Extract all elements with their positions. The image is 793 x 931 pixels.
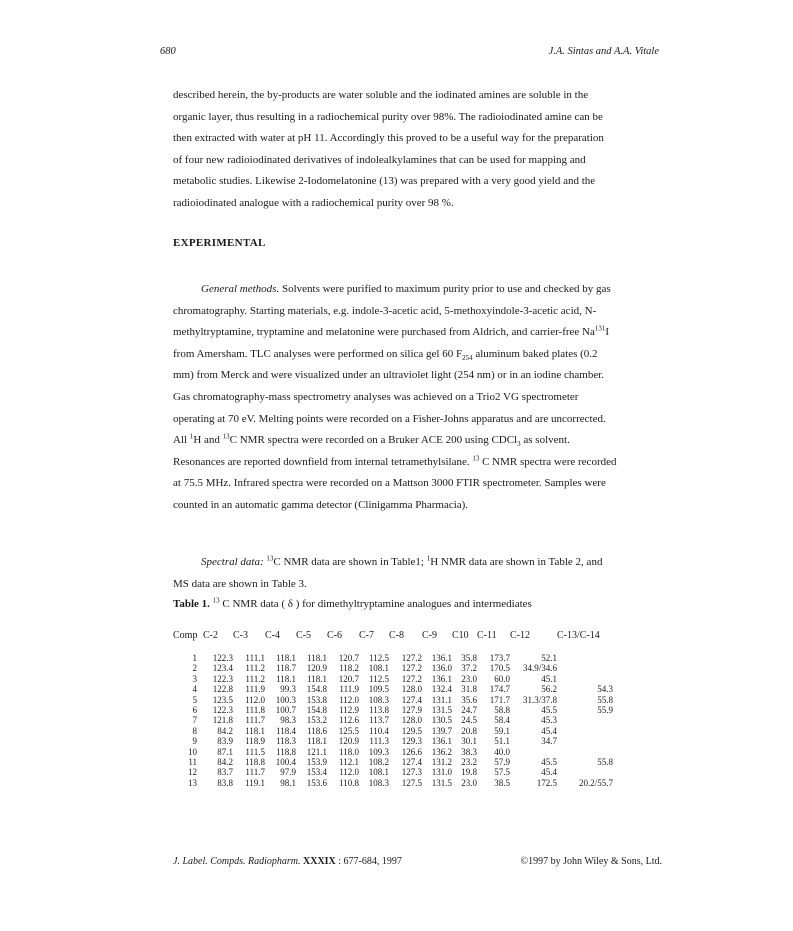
shift-cell: 118.9 bbox=[245, 736, 265, 747]
shift-cell: 120.9 bbox=[338, 736, 359, 747]
shift-cell bbox=[557, 653, 613, 663]
shift-cell: 52.1 bbox=[541, 653, 557, 663]
column-header: C-12 bbox=[510, 629, 530, 641]
column-header: C-5 bbox=[296, 629, 311, 641]
shift-cell: 118.1 bbox=[307, 736, 327, 747]
shift-cell: 129.3 bbox=[401, 736, 422, 747]
shift-cell: 111.2 bbox=[245, 673, 265, 684]
shift-cell bbox=[557, 663, 613, 673]
shift-cell: 112.1 bbox=[339, 757, 359, 768]
shift-cell: 136.2 bbox=[431, 746, 452, 757]
shift-cell: 122.8 bbox=[212, 684, 233, 695]
shift-cell: 112.5 bbox=[369, 673, 389, 684]
shift-cell: 108.3 bbox=[368, 777, 389, 788]
shift-cell: 127.2 bbox=[401, 653, 422, 663]
shift-cell: 170.5 bbox=[489, 663, 510, 674]
shift-cell: 126.6 bbox=[401, 746, 422, 757]
shift-cell: 84.2 bbox=[217, 725, 233, 736]
running-head-authors: J.A. Sintas and A.A. Vitale bbox=[548, 46, 659, 57]
compound-number-cell: 13 bbox=[188, 777, 197, 788]
general-line: from Amersham. TLC analyses were performed on silica gel 60 $F_{254}$ aluminum baked plates (0.2 bbox=[173, 347, 598, 362]
compound-number-cell: 7 bbox=[192, 715, 197, 726]
shift-cell: 173.7 bbox=[489, 653, 510, 663]
shift-cell: 51.1 bbox=[494, 736, 510, 747]
shift-cell: 37.2 bbox=[461, 663, 477, 674]
intro-line: then extracted with water at pH 11. Accordingly this proved to be a useful way for the preparation bbox=[173, 132, 604, 145]
shift-cell: 19.8 bbox=[461, 767, 477, 778]
intro-line: of four new radioiodinated derivatives of indolealkylamines that can be used for mapping and bbox=[173, 153, 586, 166]
shift-cell: 111.5 bbox=[245, 746, 265, 757]
shift-cell: 100.3 bbox=[275, 694, 296, 705]
shift-cell: 35.8 bbox=[461, 653, 477, 663]
table-row bbox=[173, 684, 613, 694]
shift-cell: 123.5 bbox=[212, 694, 233, 705]
shift-cell: 58.4 bbox=[494, 715, 510, 726]
shift-cell: 118.7 bbox=[276, 663, 296, 674]
shift-cell: 154.8 bbox=[306, 684, 327, 695]
general-line: Gas chromatography-mass spectrometry analyses was achieved on a Trio2 VG spectrometer bbox=[173, 390, 579, 403]
intro-line: metabolic studies. Likewise 2-Iodomelatonine (13) was prepared with a very good yield and the bbox=[173, 175, 596, 188]
shift-cell: 171.7 bbox=[489, 694, 510, 705]
shift-cell: 34.9/34.6 bbox=[522, 663, 557, 674]
shift-cell: 31.8 bbox=[461, 684, 477, 695]
shift-cell: 111.9 bbox=[339, 684, 359, 695]
shift-cell: 98.3 bbox=[280, 715, 296, 726]
table-row bbox=[173, 663, 613, 673]
shift-cell: 23.0 bbox=[461, 777, 477, 788]
shift-cell: 127.2 bbox=[401, 673, 422, 684]
shift-cell: 127.9 bbox=[401, 705, 422, 716]
general-line: Resonances are reported downfield from internal tetramethylsilane. $^{13}$ C NMR spectra were recorded bbox=[173, 454, 617, 468]
shift-cell: 112.0 bbox=[245, 694, 265, 705]
shift-cell: 83.8 bbox=[217, 777, 233, 788]
shift-cell: 111.3 bbox=[369, 736, 389, 747]
shift-cell bbox=[510, 747, 557, 757]
shift-cell: 111.8 bbox=[245, 705, 265, 716]
shift-cell: 58.8 bbox=[494, 705, 510, 716]
shift-cell: 57.5 bbox=[494, 767, 510, 778]
shift-cell: 131.0 bbox=[431, 767, 452, 778]
shift-cell: 139.7 bbox=[431, 725, 452, 736]
general-line: at 75.5 MHz. Infrared spectra were recorded on a Mattson 3000 FTIR spectrometer. Samples were bbox=[173, 477, 606, 490]
general-methods-paragraph bbox=[173, 279, 616, 517]
shift-cell: 24.7 bbox=[461, 705, 477, 716]
shift-cell: 98.1 bbox=[280, 777, 296, 788]
shift-cell: 108.1 bbox=[368, 663, 389, 674]
shift-cell: 154.8 bbox=[306, 705, 327, 716]
shift-cell: 109.5 bbox=[368, 684, 389, 695]
table-row bbox=[173, 757, 613, 767]
shift-cell: 34.7 bbox=[541, 736, 557, 747]
shift-cell: 131.1 bbox=[431, 694, 452, 705]
shift-cell: 59.1 bbox=[494, 725, 510, 736]
general-line: counted in an automatic gamma detector (Clinigamma Pharmacia). bbox=[173, 498, 469, 511]
shift-cell: 111.2 bbox=[245, 663, 265, 674]
shift-cell: 100.7 bbox=[275, 705, 296, 716]
shift-cell: 153.6 bbox=[306, 777, 327, 788]
shift-cell: 83.7 bbox=[217, 767, 233, 778]
table-row bbox=[173, 653, 613, 663]
shift-cell: 56.2 bbox=[541, 684, 557, 695]
shift-cell: 55.8 bbox=[597, 694, 613, 705]
compound-number-cell: 10 bbox=[188, 746, 197, 757]
copyright-notice: ©1997 by John Wiley & Sons, Ltd. bbox=[520, 856, 662, 867]
shift-cell: 55.8 bbox=[597, 757, 613, 768]
shift-cell: 108.3 bbox=[368, 694, 389, 705]
shift-cell: 57.9 bbox=[494, 757, 510, 768]
column-header: Comp bbox=[173, 629, 198, 641]
shift-cell: 119.1 bbox=[245, 777, 265, 788]
shift-cell: 83.9 bbox=[217, 736, 233, 747]
shift-cell: 20.8 bbox=[461, 725, 477, 736]
shift-cell: 112.9 bbox=[339, 705, 359, 716]
shift-cell bbox=[557, 726, 613, 736]
shift-cell: 38.3 bbox=[461, 746, 477, 757]
shift-cell: 127.5 bbox=[401, 777, 422, 788]
shift-cell: 136.1 bbox=[431, 736, 452, 747]
table-row bbox=[173, 715, 613, 725]
spectral-line: MS data are shown in Table 3. bbox=[173, 577, 307, 590]
shift-cell: 132.4 bbox=[431, 684, 452, 695]
shift-cell: 111.1 bbox=[245, 653, 265, 663]
section-heading: EXPERIMENTAL bbox=[173, 237, 266, 249]
shift-cell: 112.5 bbox=[369, 653, 389, 663]
table-label: Table 1. bbox=[173, 598, 210, 610]
shift-cell: 118.6 bbox=[307, 725, 327, 736]
shift-cell: 122.3 bbox=[212, 653, 233, 663]
shift-cell: 113.7 bbox=[369, 715, 389, 726]
shift-cell: 122.3 bbox=[212, 673, 233, 684]
intro-line: radioiodinated analogue with a radiochemical purity over 98 %. bbox=[173, 196, 454, 209]
shift-cell: 45.4 bbox=[541, 725, 557, 736]
general-line: methyltryptamine, tryptamine and melatonine were purchased from Aldrich, and carrier-free Na$^{131}$I bbox=[173, 324, 610, 339]
general-line: All $^1$H and $^{13}$C NMR spectra were recorded on a Bruker ACE 200 using CDCl$_3$ as solvent. bbox=[173, 432, 570, 449]
shift-cell: 111.7 bbox=[245, 715, 265, 726]
shift-cell: 111.9 bbox=[245, 684, 265, 695]
shift-cell: 136.1 bbox=[431, 673, 452, 684]
shift-cell: 153.8 bbox=[306, 694, 327, 705]
shift-cell: 38.5 bbox=[494, 777, 510, 788]
shift-cell: 113.8 bbox=[369, 705, 389, 716]
table-row bbox=[173, 695, 613, 705]
shift-cell: 55.9 bbox=[597, 705, 613, 716]
shift-cell bbox=[557, 747, 613, 757]
general-line: chromatography. Starting materials, e.g. indole-3-acetic acid, 5-methoxyindole-3-acetic acid, N- bbox=[173, 304, 597, 317]
table-row bbox=[173, 674, 613, 684]
compound-number-cell: 11 bbox=[188, 757, 197, 768]
shift-cell: 127.2 bbox=[401, 663, 422, 674]
shift-cell: 118.8 bbox=[276, 746, 296, 757]
shift-cell: 120.7 bbox=[338, 653, 359, 663]
shift-cell: 112.0 bbox=[339, 694, 359, 705]
table-row bbox=[173, 778, 613, 788]
table-caption: Table 1. $^{13}$ C NMR data ( δ ) for dimethyltryptamine analogues and intermediates bbox=[173, 596, 532, 610]
shift-cell: 99.3 bbox=[280, 684, 296, 695]
compound-number-cell: 1 bbox=[192, 653, 197, 663]
shift-cell: 128.0 bbox=[401, 715, 422, 726]
spectral-data-lead: Spectral data: bbox=[201, 556, 264, 568]
shift-cell: 45.5 bbox=[541, 705, 557, 716]
shift-cell: 108.1 bbox=[368, 767, 389, 778]
compound-number-cell: 12 bbox=[188, 767, 197, 778]
shift-cell bbox=[557, 674, 613, 684]
column-header: C-6 bbox=[327, 629, 342, 641]
general-methods-lead: General methods. bbox=[201, 283, 280, 295]
shift-cell: 122.3 bbox=[212, 705, 233, 716]
shift-cell bbox=[557, 736, 613, 746]
shift-cell: 127.4 bbox=[401, 694, 422, 705]
shift-cell: 129.5 bbox=[401, 725, 422, 736]
shift-cell: 40.0 bbox=[494, 746, 510, 757]
shift-cell: 120.9 bbox=[306, 663, 327, 674]
shift-cell: 20.2/55.7 bbox=[578, 777, 613, 788]
intro-line: organic layer, thus resulting in a radiochemical purity over 98%. The radioiodinated amine can be bbox=[173, 110, 603, 123]
shift-cell: 118.3 bbox=[276, 736, 296, 747]
shift-cell: 153.4 bbox=[306, 767, 327, 778]
spectral-data-paragraph bbox=[173, 552, 602, 595]
shift-cell: 30.1 bbox=[461, 736, 477, 747]
shift-cell: 109.3 bbox=[368, 746, 389, 757]
shift-cell: 60.0 bbox=[494, 673, 510, 684]
shift-cell: 118.8 bbox=[245, 757, 265, 768]
column-header: C-4 bbox=[265, 629, 280, 641]
shift-cell: 118.1 bbox=[245, 725, 265, 736]
column-header: C-13/C-14 bbox=[557, 629, 600, 641]
table-row bbox=[173, 767, 613, 777]
shift-cell: 112.6 bbox=[339, 715, 359, 726]
shift-cell: 97.9 bbox=[280, 767, 296, 778]
shift-cell bbox=[557, 767, 613, 777]
shift-cell: 127.3 bbox=[401, 767, 422, 778]
compound-number-cell: 3 bbox=[192, 673, 197, 684]
shift-cell: 110.4 bbox=[369, 725, 389, 736]
general-line: General methods. Solvents were purified to maximum purity prior to use and checked by gas bbox=[201, 283, 611, 295]
shift-cell: 108.2 bbox=[368, 757, 389, 768]
shift-cell: 45.5 bbox=[541, 757, 557, 768]
shift-cell: 118.1 bbox=[276, 673, 296, 684]
intro-paragraph bbox=[173, 85, 604, 215]
table-header-row bbox=[173, 629, 613, 643]
shift-cell: 127.4 bbox=[401, 757, 422, 768]
shift-cell: 23.2 bbox=[461, 757, 477, 768]
shift-cell: 31.3/37.8 bbox=[522, 694, 557, 705]
shift-cell: 130.5 bbox=[431, 715, 452, 726]
table-row bbox=[173, 726, 613, 736]
journal-citation: J. Label. Compds. Radiopharm. XXXIX : 677-684, 1997 bbox=[173, 856, 402, 867]
shift-cell: 174.7 bbox=[489, 684, 510, 695]
compound-number-cell: 5 bbox=[192, 694, 197, 705]
shift-cell: 136.0 bbox=[431, 663, 452, 674]
shift-cell: 100.4 bbox=[275, 757, 296, 768]
shift-cell: 118.4 bbox=[276, 725, 296, 736]
table-spacer bbox=[173, 643, 613, 653]
shift-cell: 128.0 bbox=[401, 684, 422, 695]
shift-cell: 136.1 bbox=[431, 653, 452, 663]
shift-cell: 131.5 bbox=[431, 777, 452, 788]
shift-cell: 24.5 bbox=[461, 715, 477, 726]
column-header: C-2 bbox=[203, 629, 218, 641]
shift-cell: 35.6 bbox=[461, 694, 477, 705]
compound-number-cell: 4 bbox=[192, 684, 197, 695]
shift-cell: 23.0 bbox=[461, 673, 477, 684]
shift-cell: 125.5 bbox=[338, 725, 359, 736]
shift-cell: 87.1 bbox=[217, 746, 233, 757]
shift-cell: 112.0 bbox=[339, 767, 359, 778]
general-line: mm) from Merck and were visualized under an ultraviolet light (254 nm) or in an iodine chamber. bbox=[173, 369, 605, 382]
shift-cell: 172.5 bbox=[536, 777, 557, 788]
shift-cell: 121.1 bbox=[306, 746, 327, 757]
table-row bbox=[173, 705, 613, 715]
shift-cell: 131.2 bbox=[431, 757, 452, 768]
shift-cell: 118.1 bbox=[307, 653, 327, 663]
compound-number-cell: 6 bbox=[192, 705, 197, 716]
shift-cell: 120.7 bbox=[338, 673, 359, 684]
column-header: C-9 bbox=[422, 629, 437, 641]
table-row bbox=[173, 747, 613, 757]
page-number: 680 bbox=[160, 46, 176, 57]
compound-number-cell: 2 bbox=[192, 663, 197, 674]
column-header: C10 bbox=[452, 629, 469, 641]
table-row bbox=[173, 736, 613, 746]
compound-number-cell: 9 bbox=[192, 736, 197, 747]
shift-cell: 110.8 bbox=[339, 777, 359, 788]
shift-cell: 118.0 bbox=[339, 746, 359, 757]
shift-cell bbox=[557, 715, 613, 725]
column-header: C-3 bbox=[233, 629, 248, 641]
column-header: C-7 bbox=[359, 629, 374, 641]
shift-cell: 118.2 bbox=[339, 663, 359, 674]
shift-cell: 45.4 bbox=[541, 767, 557, 778]
shift-cell: 123.4 bbox=[212, 663, 233, 674]
shift-cell: 153.9 bbox=[306, 757, 327, 768]
shift-cell: 118.1 bbox=[307, 673, 327, 684]
shift-cell: 121.8 bbox=[212, 715, 233, 726]
shift-cell: 45.1 bbox=[541, 673, 557, 684]
shift-cell: 118.1 bbox=[276, 653, 296, 663]
nmr-data-table bbox=[173, 629, 613, 788]
intro-line: described herein, the by-products are water soluble and the iodinated amines are soluble in the bbox=[173, 89, 589, 101]
column-header: C-8 bbox=[389, 629, 404, 641]
general-line: operating at 70 eV. Melting points were recorded on a Fisher-Johns apparatus and are uncorrected. bbox=[173, 412, 606, 425]
shift-cell: 111.7 bbox=[245, 767, 265, 778]
shift-cell: 84.2 bbox=[217, 757, 233, 768]
shift-cell: 54.3 bbox=[597, 684, 613, 695]
compound-number-cell: 8 bbox=[192, 725, 197, 736]
shift-cell: 45.3 bbox=[541, 715, 557, 726]
shift-cell: 153.2 bbox=[306, 715, 327, 726]
shift-cell: 131.5 bbox=[431, 705, 452, 716]
column-header: C-11 bbox=[477, 629, 497, 641]
spectral-line: Spectral data: $^{13}$C NMR data are shown in Table1; $^1$H NMR data are shown in Table 2, and bbox=[201, 554, 603, 568]
